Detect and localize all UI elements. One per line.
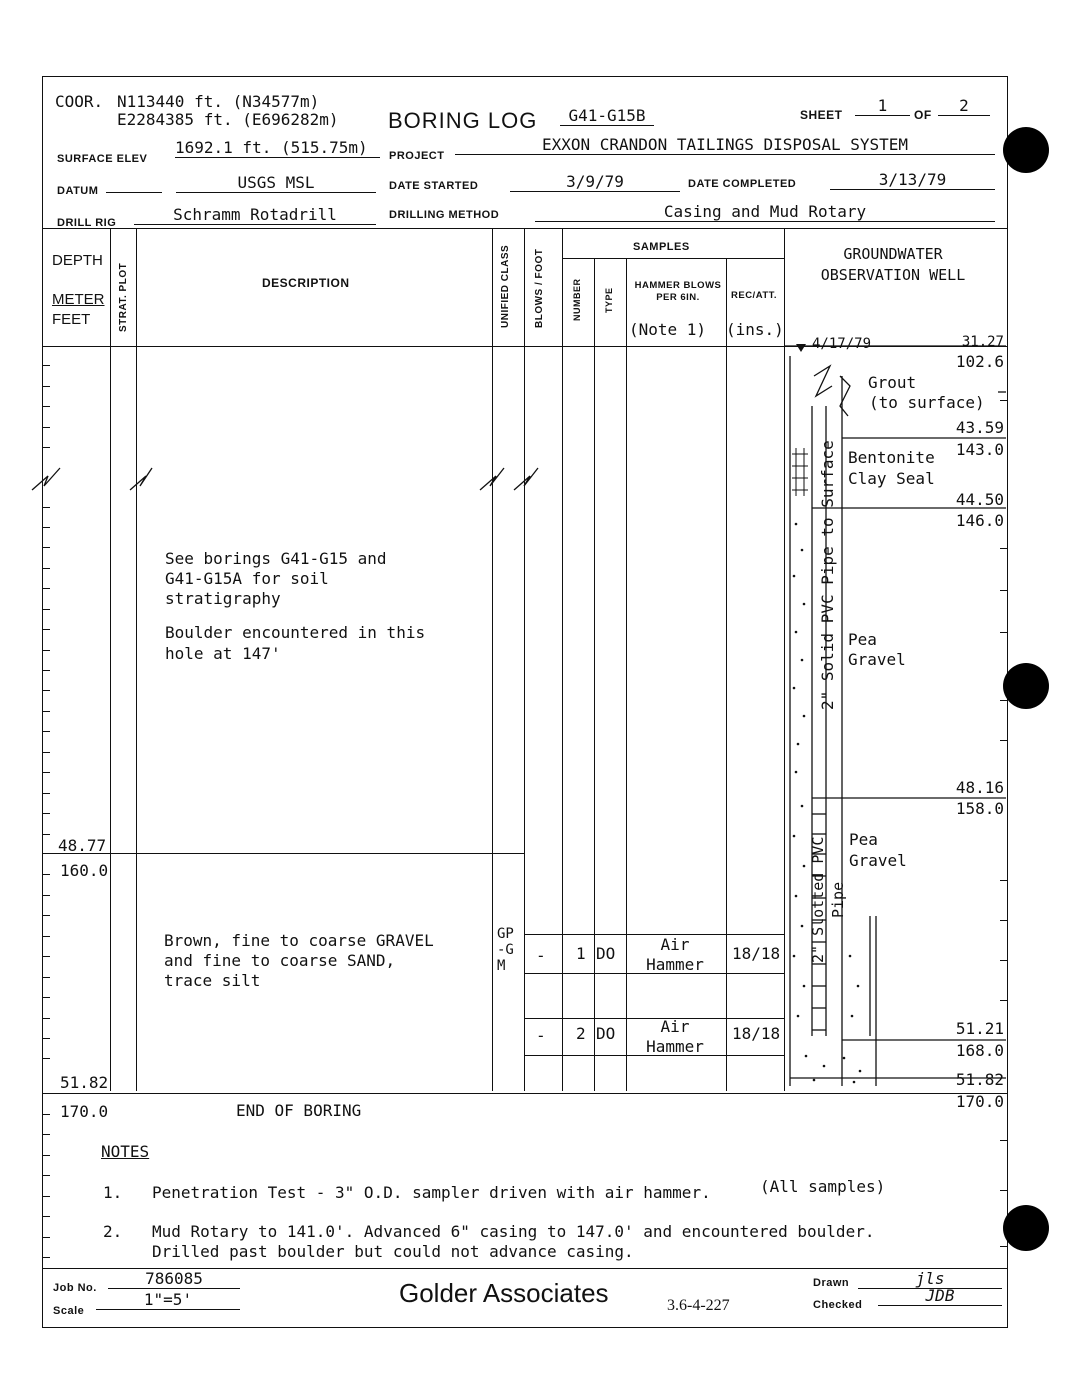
solid-pipe-label: 2" Solid PVC Pipe to Surface xyxy=(818,440,837,710)
sample-rec: 18/18 xyxy=(732,1024,781,1043)
note-2-text-cont: Drilled past boulder but could not advance casing. xyxy=(152,1242,634,1261)
depth-feet-1: 160.0 xyxy=(60,861,109,880)
job-label: Job No. xyxy=(53,1282,97,1294)
slotted-pipe-label: 2" Slotted PVC Pipe xyxy=(809,836,847,964)
col-strat-plot: STRAT. PLOT xyxy=(118,262,129,332)
col-type: TYPE xyxy=(604,287,614,313)
drill-rig-label: DRILL RIG xyxy=(57,217,117,229)
page-title: BORING LOG xyxy=(388,108,538,133)
col-blows-foot: BLOWS / FOOT xyxy=(534,248,545,328)
elev-5-feet: 168.0 xyxy=(955,1041,1004,1060)
sample-hammer: Air Hammer xyxy=(646,1017,704,1056)
datum-blank xyxy=(106,180,162,193)
water-level-meter: 31.27 xyxy=(961,334,1004,350)
elev-3-meter: 44.50 xyxy=(955,490,1004,509)
bentonite-label: Bentonite xyxy=(848,448,935,467)
coor-north: N113440 ft. (N34577m) xyxy=(117,92,320,111)
col-rec-att: REC/ATT. xyxy=(731,290,778,301)
pea-gravel-label: Pea xyxy=(848,630,877,649)
col-hammer-blows: HAMMER BLOWS PER 6IN. xyxy=(634,280,722,303)
col-samples: SAMPLES xyxy=(633,241,690,253)
datum-value: USGS MSL xyxy=(176,173,376,193)
punch-hole-top xyxy=(1003,127,1049,173)
desc-line: and fine to coarse SAND, xyxy=(164,951,396,970)
sample-number: 2 xyxy=(576,1024,586,1043)
note-1-extra: (All samples) xyxy=(760,1177,886,1196)
grout-sub-label: (to surface) xyxy=(869,393,985,412)
col-unified-class: UNIFIED CLASS xyxy=(500,244,511,328)
desc-line: hole at 147' xyxy=(165,644,281,663)
sheet-number: 1 xyxy=(855,96,910,116)
elev-5-meter: 51.21 xyxy=(955,1019,1004,1038)
water-level-date: 4/17/79 xyxy=(812,336,872,352)
scale-value: 1"=5' xyxy=(96,1290,240,1310)
checked-by: JDB xyxy=(878,1286,1002,1306)
desc-line: trace silt xyxy=(164,971,261,990)
elev-1: 102.6 xyxy=(955,352,1004,371)
col-groundwater: GROUNDWATER OBSERVATION WELL xyxy=(820,245,966,284)
col-ins: (ins.) xyxy=(726,320,784,339)
col-note1: (Note 1) xyxy=(629,320,707,339)
sheet-label: SHEET xyxy=(800,108,843,122)
desc-line: See borings G41-G15 and xyxy=(165,549,387,568)
sample-type: DO xyxy=(596,944,616,963)
desc-line: Boulder encountered in this xyxy=(165,623,426,642)
elev-4-meter: 48.16 xyxy=(955,778,1004,797)
coor-label: COOR. xyxy=(55,92,104,111)
elev-2-feet: 143.0 xyxy=(955,440,1004,459)
grout-label: Grout xyxy=(868,373,917,392)
coor-east: E2284385 ft. (E696282m) xyxy=(117,110,339,129)
job-number: 786085 xyxy=(108,1269,240,1289)
punch-hole-middle xyxy=(1003,663,1049,709)
boring-id: G41-G15B xyxy=(560,106,654,126)
note-2-number: 2. xyxy=(103,1222,123,1241)
drilling-method: Casing and Mud Rotary xyxy=(535,202,995,222)
drill-rig: Schramm Rotadrill xyxy=(134,205,376,225)
col-feet: FEET xyxy=(52,311,91,328)
pea-gravel-2-label: Pea xyxy=(849,830,878,849)
depth-break-marks xyxy=(30,462,550,502)
surface-elev-label: SURFACE ELEV xyxy=(57,153,148,165)
elev-6-feet: 170.0 xyxy=(955,1092,1004,1111)
checked-label: Checked xyxy=(813,1299,863,1311)
sample-number: 1 xyxy=(576,944,586,963)
desc-line: Brown, fine to coarse GRAVEL xyxy=(164,931,434,950)
sheet-total: 2 xyxy=(938,96,990,116)
sample-rec: 18/18 xyxy=(732,944,781,963)
note-1-number: 1. xyxy=(103,1183,123,1202)
depth-meter-2: 51.82 xyxy=(60,1073,109,1092)
desc-line: stratigraphy xyxy=(165,589,281,608)
drawn-by: jls xyxy=(858,1269,1002,1289)
drilling-method-label: DRILLING METHOD xyxy=(389,209,500,221)
sample-hammer: Air Hammer xyxy=(646,935,704,974)
punch-hole-bottom xyxy=(1003,1205,1049,1251)
depth-feet-2: 170.0 xyxy=(60,1102,109,1121)
elev-3-feet: 146.0 xyxy=(955,511,1004,530)
date-started-label: DATE STARTED xyxy=(389,180,479,192)
unified-class-value: GP-GM xyxy=(497,926,514,974)
col-depth: DEPTH xyxy=(52,252,103,269)
project-label: PROJECT xyxy=(389,150,445,162)
sample-blows: - xyxy=(536,1026,546,1045)
elev-6-meter: 51.82 xyxy=(955,1070,1004,1089)
sample-type: DO xyxy=(596,1024,616,1043)
project-name: EXXON CRANDON TAILINGS DISPOSAL SYSTEM xyxy=(455,135,995,155)
date-completed: 3/13/79 xyxy=(830,170,995,190)
date-completed-label: DATE COMPLETED xyxy=(688,178,797,190)
col-description: DESCRIPTION xyxy=(262,276,350,290)
date-started: 3/9/79 xyxy=(510,172,680,192)
depth-meter-1: 48.77 xyxy=(58,836,107,855)
surface-elev: 1692.1 ft. (515.75m) xyxy=(175,138,380,158)
col-number: NUMBER xyxy=(572,278,582,322)
elev-2-meter: 43.59 xyxy=(955,418,1004,437)
drawn-label: Drawn xyxy=(813,1277,850,1289)
of-label: OF xyxy=(914,108,932,122)
desc-line: G41-G15A for soil xyxy=(165,569,329,588)
document-code: 3.6-4-227 xyxy=(667,1297,730,1314)
elev-4-feet: 158.0 xyxy=(955,799,1004,818)
scale-label: Scale xyxy=(53,1305,85,1317)
notes-title: NOTES xyxy=(101,1142,150,1161)
datum-label: DATUM xyxy=(57,185,99,197)
note-2-text: Mud Rotary to 141.0'. Advanced 6" casing to 147.0' and encountered boulder. xyxy=(152,1222,875,1241)
end-of-boring: END OF BORING xyxy=(236,1101,362,1120)
bentonite-sub-label: Clay Seal xyxy=(848,469,935,488)
col-meter: METER xyxy=(52,291,105,308)
company-name: Golder Associates xyxy=(399,1278,609,1308)
pea-gravel-2-sub-label: Gravel xyxy=(849,851,907,870)
note-1-text: Penetration Test - 3" O.D. sampler driven with air hammer. xyxy=(152,1183,711,1202)
sample-blows: - xyxy=(536,946,546,965)
pea-gravel-sub-label: Gravel xyxy=(848,650,906,669)
